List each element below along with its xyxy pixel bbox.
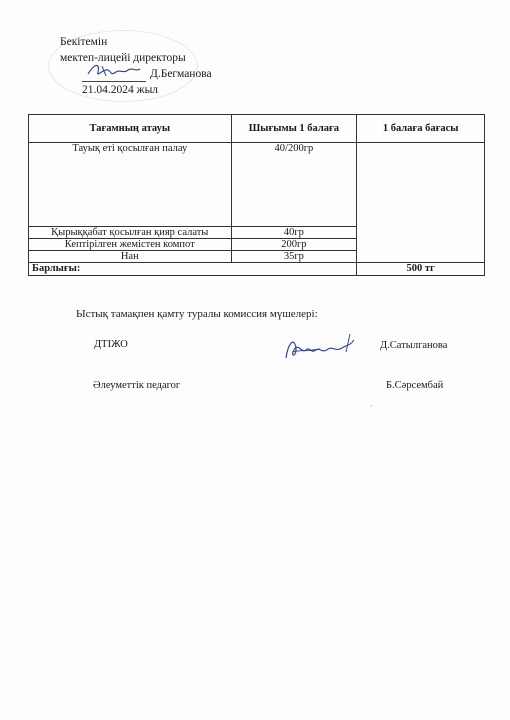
dish-yield: 200гр <box>231 239 357 251</box>
approval-date: 21.04.2024 жыл <box>82 84 159 96</box>
dish-name: Нан <box>29 251 232 263</box>
price-cell <box>357 143 485 263</box>
director-signature-line <box>82 66 212 82</box>
header-dish-name: Тағамның атауы <box>29 115 232 143</box>
table-row <box>29 143 485 227</box>
total-price: 500 тг <box>357 263 485 276</box>
member-role: ДТІЖО <box>94 339 128 350</box>
approval-title: Бекітемін <box>60 36 108 48</box>
dish-name: Кептірілген жемістен компот <box>29 239 232 251</box>
total-row <box>29 263 485 276</box>
dish-yield: 40/200гр <box>231 143 357 227</box>
header-yield: Шығымы 1 балаға <box>231 115 357 143</box>
member-name: Д.Сатылганова <box>380 340 448 351</box>
director-name: Д.Бегманова <box>150 68 212 80</box>
stray-mark: ` <box>370 404 373 413</box>
header-price: 1 балаға бағасы <box>357 115 485 143</box>
dish-yield: 35гр <box>231 251 357 263</box>
commission-title: Ыстық тамақпен қамту туралы комиссия мүшелері: <box>76 308 318 320</box>
table-header-row <box>29 115 485 143</box>
member-role: Әлеуметтік педагог <box>93 380 181 391</box>
dish-yield: 40гр <box>231 227 357 239</box>
approval-block <box>60 34 212 98</box>
approval-position: мектеп-лицейі директоры <box>60 52 186 64</box>
dish-name: Қырыққабат қосылған қияр салаты <box>29 227 232 239</box>
director-signature <box>82 66 146 82</box>
dish-name: Тауық еті қосылған палау <box>29 143 232 227</box>
total-label: Барлығы: <box>29 263 357 276</box>
member-name: Б.Сәрсембай <box>386 380 444 391</box>
menu-table <box>28 114 485 276</box>
member-signature <box>280 330 360 371</box>
